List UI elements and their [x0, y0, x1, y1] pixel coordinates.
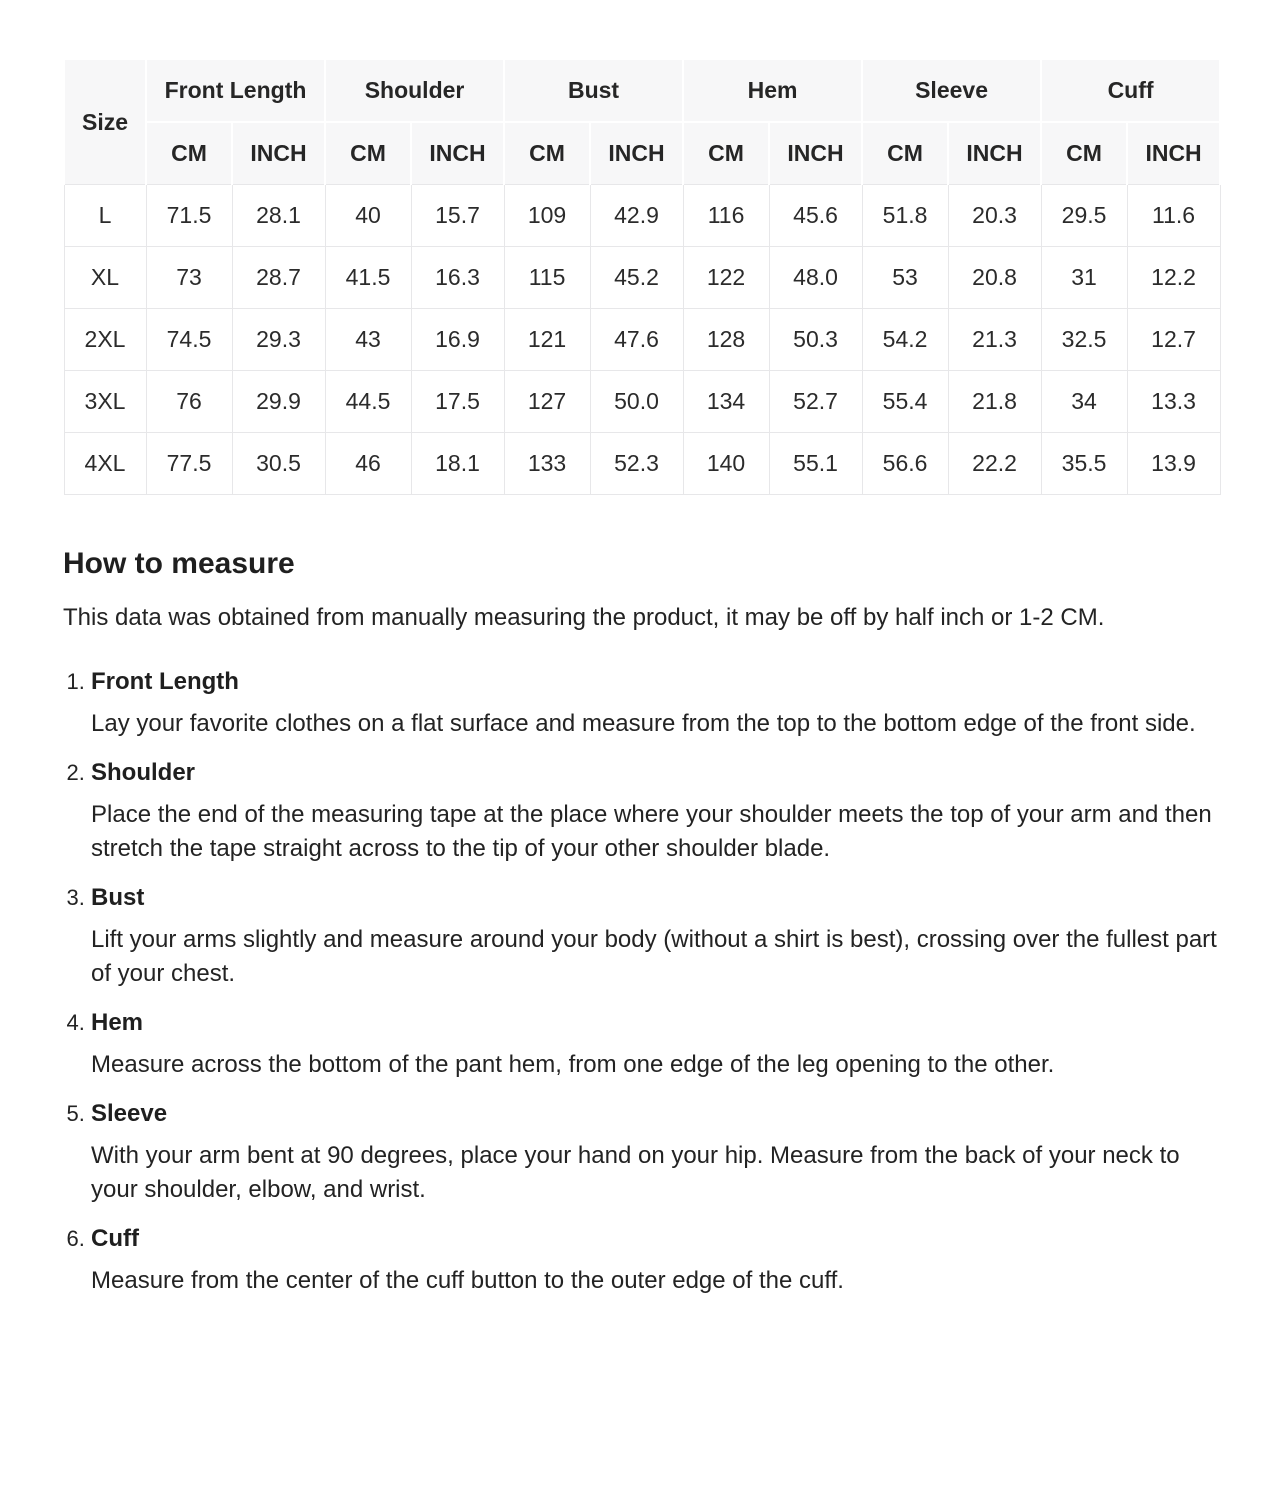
measure-item: [91, 756, 1220, 866]
measurement-cell: 22.2: [948, 433, 1041, 495]
measurement-cell: 18.1: [411, 433, 504, 495]
measurement-cell: 28.1: [232, 185, 325, 247]
measurement-cell: 122: [683, 247, 769, 309]
size-cell: L: [64, 185, 146, 247]
column-group-cuff: Cuff: [1041, 59, 1220, 122]
measurement-cell: 127: [504, 371, 590, 433]
measure-item: [91, 665, 1220, 741]
table-row: [64, 247, 1220, 309]
measurement-cell: 17.5: [411, 371, 504, 433]
measurement-cell: 76: [146, 371, 232, 433]
unit-header-row: [64, 122, 1220, 185]
measure-list: [63, 665, 1220, 1298]
measurement-cell: 45.2: [590, 247, 683, 309]
column-group-front-length: Front Length: [146, 59, 325, 122]
measure-item-description: With your arm bent at 90 degrees, place your hand on your hip. Measure from the back of your neck to your shoulder, elbow, and wrist.: [91, 1142, 1180, 1203]
unit-header-inch: INCH: [948, 122, 1041, 185]
measurement-cell: 20.3: [948, 185, 1041, 247]
how-to-measure-heading: How to measure: [63, 547, 295, 580]
group-header-row: [64, 59, 1220, 122]
measurement-cell: 128: [683, 309, 769, 371]
size-chart-header: [64, 59, 1220, 185]
measurement-cell: 40: [325, 185, 411, 247]
measurement-cell: 53: [862, 247, 948, 309]
measurement-cell: 50.3: [769, 309, 862, 371]
measure-item-label: Bust: [91, 884, 145, 911]
measurement-cell: 47.6: [590, 309, 683, 371]
measurement-cell: 121: [504, 309, 590, 371]
unit-header-inch: INCH: [232, 122, 325, 185]
unit-header-cm: CM: [146, 122, 232, 185]
size-column-header: Size: [64, 59, 146, 185]
unit-header-cm: CM: [862, 122, 948, 185]
measurement-cell: 16.9: [411, 309, 504, 371]
measure-item-description: Lay your favorite clothes on a flat surface and measure from the top to the bottom edge of the front side.: [91, 710, 1196, 737]
size-chart-body: [64, 185, 1220, 495]
measure-item-description: Measure from the center of the cuff button to the outer edge of the cuff.: [91, 1267, 844, 1294]
measure-intro-text: This data was obtained from manually measuring the product, it may be off by half inch or 1-2 CM.: [63, 604, 1105, 631]
measurement-cell: 32.5: [1041, 309, 1127, 371]
measurement-cell: 48.0: [769, 247, 862, 309]
unit-header-cm: CM: [325, 122, 411, 185]
size-cell: 2XL: [64, 309, 146, 371]
measure-item-label: Shoulder: [91, 759, 196, 786]
measurement-cell: 50.0: [590, 371, 683, 433]
unit-header-cm: CM: [1041, 122, 1127, 185]
measure-item: [91, 1006, 1220, 1082]
measure-item: [91, 881, 1220, 991]
size-chart-table: [63, 58, 1221, 495]
measurement-cell: 56.6: [862, 433, 948, 495]
measurement-cell: 52.3: [590, 433, 683, 495]
column-group-hem: Hem: [683, 59, 862, 122]
column-group-bust: Bust: [504, 59, 683, 122]
measurement-cell: 11.6: [1127, 185, 1220, 247]
measurement-cell: 16.3: [411, 247, 504, 309]
measurement-cell: 46: [325, 433, 411, 495]
how-to-measure-section: [63, 547, 1220, 1298]
measurement-cell: 44.5: [325, 371, 411, 433]
size-cell: 3XL: [64, 371, 146, 433]
unit-header-inch: INCH: [590, 122, 683, 185]
measure-item-label: Front Length: [91, 668, 239, 695]
measure-item-label: Sleeve: [91, 1100, 168, 1127]
measurement-cell: 21.3: [948, 309, 1041, 371]
measurement-cell: 55.1: [769, 433, 862, 495]
measurement-cell: 31: [1041, 247, 1127, 309]
measurement-cell: 15.7: [411, 185, 504, 247]
measurement-cell: 29.3: [232, 309, 325, 371]
measurement-cell: 35.5: [1041, 433, 1127, 495]
size-cell: 4XL: [64, 433, 146, 495]
column-group-sleeve: Sleeve: [862, 59, 1041, 122]
measurement-cell: 13.3: [1127, 371, 1220, 433]
measurement-cell: 109: [504, 185, 590, 247]
measurement-cell: 55.4: [862, 371, 948, 433]
measurement-cell: 28.7: [232, 247, 325, 309]
unit-header-inch: INCH: [1127, 122, 1220, 185]
measurement-cell: 133: [504, 433, 590, 495]
measurement-cell: 73: [146, 247, 232, 309]
measurement-cell: 140: [683, 433, 769, 495]
measure-item-description: Measure across the bottom of the pant hem, from one edge of the leg opening to the other.: [91, 1051, 1055, 1078]
table-row: [64, 433, 1220, 495]
measure-item: [91, 1097, 1220, 1207]
measurement-cell: 29.9: [232, 371, 325, 433]
measurement-cell: 12.7: [1127, 309, 1220, 371]
measurement-cell: 74.5: [146, 309, 232, 371]
column-group-shoulder: Shoulder: [325, 59, 504, 122]
measure-item-label: Cuff: [91, 1225, 139, 1252]
measurement-cell: 45.6: [769, 185, 862, 247]
measurement-cell: 77.5: [146, 433, 232, 495]
table-row: [64, 185, 1220, 247]
measurement-cell: 42.9: [590, 185, 683, 247]
unit-header-inch: INCH: [769, 122, 862, 185]
measure-item-description: Lift your arms slightly and measure around your body (without a shirt is best), crossing over the fullest part of your chest.: [91, 926, 1217, 987]
measurement-cell: 51.8: [862, 185, 948, 247]
measure-item-label: Hem: [91, 1009, 144, 1036]
measurement-cell: 34: [1041, 371, 1127, 433]
measure-item-description: Place the end of the measuring tape at the place where your shoulder meets the top of your arm and then stretch the tape straight across to the tip of your other shoulder blade.: [91, 801, 1212, 862]
measurement-cell: 20.8: [948, 247, 1041, 309]
measurement-cell: 12.2: [1127, 247, 1220, 309]
measurement-cell: 54.2: [862, 309, 948, 371]
measurement-cell: 21.8: [948, 371, 1041, 433]
table-row: [64, 309, 1220, 371]
measurement-cell: 29.5: [1041, 185, 1127, 247]
measurement-cell: 115: [504, 247, 590, 309]
measurement-cell: 134: [683, 371, 769, 433]
measurement-cell: 13.9: [1127, 433, 1220, 495]
unit-header-inch: INCH: [411, 122, 504, 185]
size-cell: XL: [64, 247, 146, 309]
measure-item: [91, 1222, 1220, 1298]
measurement-cell: 41.5: [325, 247, 411, 309]
unit-header-cm: CM: [504, 122, 590, 185]
unit-header-cm: CM: [683, 122, 769, 185]
measurement-cell: 52.7: [769, 371, 862, 433]
measurement-cell: 116: [683, 185, 769, 247]
measurement-cell: 43: [325, 309, 411, 371]
table-row: [64, 371, 1220, 433]
measurement-cell: 30.5: [232, 433, 325, 495]
measurement-cell: 71.5: [146, 185, 232, 247]
